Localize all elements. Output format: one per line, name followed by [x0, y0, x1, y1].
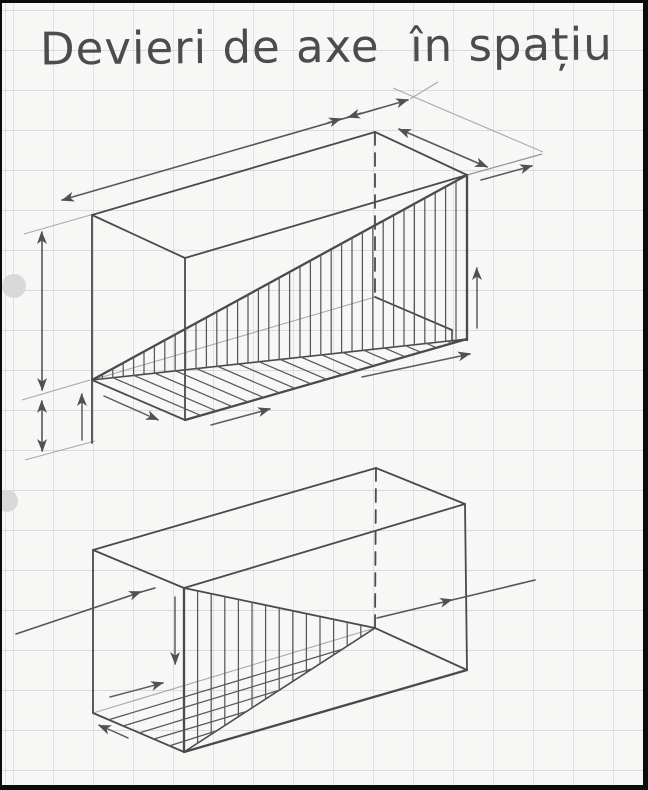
page-border-top [0, 0, 648, 3]
edge-extension-line [467, 154, 542, 175]
bottom-deviation-hatch [113, 340, 451, 415]
upper-figure [22, 82, 543, 460]
page-border-right [643, 0, 648, 790]
page-title: Devieri de axe în spațiu [39, 17, 613, 76]
extension-lines [22, 82, 543, 460]
page-border-bottom [0, 785, 648, 790]
vertical-deviation-hatch [198, 591, 361, 743]
direction-arrows [82, 166, 532, 440]
lower-figure [16, 468, 535, 752]
page-border-left [0, 0, 2, 790]
hidden-edge [375, 468, 376, 628]
direction-arrows [99, 597, 175, 738]
top-face-width-arrow [399, 129, 487, 167]
hidden-bottom-edge [93, 628, 375, 713]
